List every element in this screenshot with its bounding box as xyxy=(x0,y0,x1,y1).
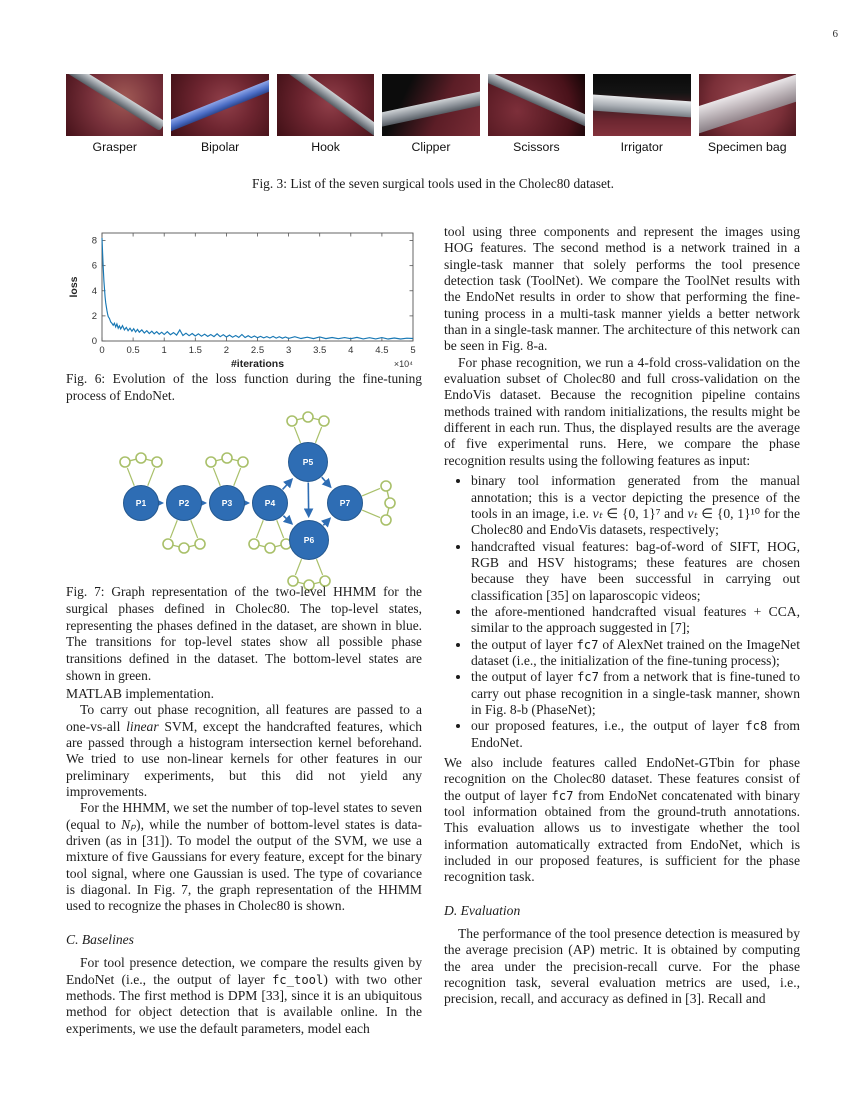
tool-image-grasper xyxy=(66,74,163,136)
tool-label: Specimen bag xyxy=(707,140,787,154)
bullet-item: • the afore-mentioned handcrafted visual features + CCA, similar to the approach suggested in [7]; xyxy=(471,604,800,637)
tool-label: Clipper xyxy=(411,140,451,154)
phase-transition-edge xyxy=(283,479,292,489)
state-label: P1 xyxy=(135,498,147,508)
bullet-item: • handcrafted visual features: bag-of-word of SIFT, HOG, RGB and HSV histograms; these features are chosen because they have been successful in carrying out classification [35] on laparoscopic videos; xyxy=(471,539,800,604)
tool-label: Irrigator xyxy=(620,140,663,154)
svg-text:3: 3 xyxy=(285,345,292,356)
state-label: P7 xyxy=(339,498,351,508)
bottom-level-state xyxy=(381,515,391,525)
state-label: P3 xyxy=(221,498,233,508)
tool-label: Hook xyxy=(311,140,340,154)
section-heading-baselines: C. Baselines xyxy=(66,931,134,947)
svg-text:8: 8 xyxy=(91,235,97,247)
paragraph: For tool presence detection, we compare the results given by EndoNet (i.e., the output of layer fc_tool) with two other methods. The first method is DPM [33], since it is an ubiquitous method for object detection that is available online. In the experiments, we use the default parameters, model each xyxy=(66,955,422,1036)
svg-text:5: 5 xyxy=(410,345,416,356)
tool-image-bipolar xyxy=(171,74,268,136)
bottom-level-state xyxy=(385,498,395,508)
tool-cell xyxy=(171,74,268,154)
svg-text:2: 2 xyxy=(91,310,97,322)
svg-text:0: 0 xyxy=(91,336,97,347)
svg-text:1.5: 1.5 xyxy=(188,345,202,356)
bottom-level-state xyxy=(222,453,232,463)
bottom-level-state xyxy=(120,457,130,467)
fig7-hhmm-diagram xyxy=(66,408,422,603)
y-axis-label: loss xyxy=(68,276,80,298)
paragraph: tool using three components and represent the images using HOG features. The second method is a network trained in a single-task manner that solely performs the tool presence detection task (ToolNet). We compare the ToolNet results with the EndoNet results in order to show that performing the fine-tuning process in a multi-task manner yields a better network than in a single-task manner. The architecture of this network can be seen in Fig. 8-a. xyxy=(444,224,800,354)
bottom-level-state xyxy=(195,539,205,549)
fig3-caption: Fig. 3: List of the seven surgical tools used in the Cholec80 dataset. xyxy=(252,176,614,191)
feature-bullet-list xyxy=(444,473,800,751)
tool-label: Bipolar xyxy=(200,140,240,154)
bottom-level-state xyxy=(303,412,313,422)
svg-text:0: 0 xyxy=(99,345,105,356)
svg-text:4: 4 xyxy=(348,345,354,356)
bottom-level-state xyxy=(152,457,162,467)
svg-text:1: 1 xyxy=(161,345,167,356)
paragraph: For phase recognition, we run a 4-fold cross-validation on the evaluation subset of Cholec80 and full cross-validation on the EndoVis dataset. Because the recognition pipeline contains methods trained with random initializations, the results might be different in each run. Thus, the displayed results are the average of five experimental runs. Here, we compare the phase recognition results using the following features as input: xyxy=(444,354,800,468)
paragraph: To carry out phase recognition, all features are passed to a one-vs-all linear SVM, except the handcrafted features, which are passed through a histogram intersection kernel beforehand. We tried to use non-linear kernels for other features in our preliminary experiments, but this did not yield any improvements. xyxy=(66,702,422,800)
right-column xyxy=(444,224,800,1008)
tool-cell xyxy=(593,74,690,154)
bottom-level-state xyxy=(319,416,329,426)
paragraph: The performance of the tool presence detection is measured by the average precision (AP) metric. It is obtained by computing the area under the precision-recall curve. For the phase recognition task, several evaluation metrics are used, i.e., precision, recall, and accuracy as defined in [3]. Recall and xyxy=(444,926,800,1007)
bottom-level-state xyxy=(206,457,216,467)
svg-text:6: 6 xyxy=(91,260,97,272)
tool-cell xyxy=(382,74,479,154)
hhmm-diagram-svg xyxy=(79,408,409,598)
tool-cell xyxy=(66,74,163,154)
phase-transition-edge xyxy=(322,477,331,487)
fig3-tool-strip xyxy=(66,74,796,154)
svg-text:2.5: 2.5 xyxy=(250,345,265,356)
phase-transition-edge xyxy=(323,518,330,525)
fig7-caption: Fig. 7: Graph representation of the two-level HHMM for the surgical phases defined in Cholec80. The top-level states, representing the phases defined in the dataset, are shown in blue. The transitions for top-level states show all possible phase transitions defined in the dataset. The bottom-level states are shown in green. xyxy=(66,584,422,683)
tool-label: Grasper xyxy=(92,140,137,154)
tool-image-hook xyxy=(277,74,374,136)
bullet-item: • the output of layer fc7 from a network that is fine-tuned to carry out phase recognition in a single-task manner, shown in Fig. 8-b (PhaseNet); xyxy=(471,669,800,718)
bottom-level-state xyxy=(136,453,146,463)
paragraph: For the HHMM, we set the number of top-level states to seven (equal to Nₚ), while the number of bottom-level states is data-driven (as in [31]). To model the output of the SVM, we use a mixture of five Gaussians for every feature, except for the binary tool signal, where one Gaussian is used. The type of covariance is diagonal. In Fig. 7, the graph representation of the HHMM used to recognize the phases in Cholec80 is shown. xyxy=(66,800,422,914)
left-column xyxy=(66,686,422,1037)
svg-text:4.5: 4.5 xyxy=(375,345,389,356)
paragraph: We also include features called EndoNet-GTbin for phase recognition on the Cholec80 dataset. These features consist of the output of layer fc7 from EndoNet concatenated with binary tool information obtained from the ground-truth annotations. This evaluation allows us to investigate whether the tool information automatically extracted from EndoNet, which is included in our proposed features, is sufficient for the phase recognition task. xyxy=(444,755,800,885)
tool-image-scissors xyxy=(488,74,585,136)
bullet-item: • our proposed features, i.e., the output of layer fc8 from EndoNet. xyxy=(471,718,800,751)
bottom-level-state xyxy=(238,457,248,467)
bottom-level-state xyxy=(287,416,297,426)
tool-image-clipper xyxy=(382,74,479,136)
x-scale-note: ×10⁴ xyxy=(393,359,413,369)
state-label: P5 xyxy=(302,457,314,467)
svg-text:3.5: 3.5 xyxy=(313,345,327,356)
loss-chart-svg xyxy=(66,226,422,371)
bottom-level-state xyxy=(265,543,275,553)
tool-cell xyxy=(277,74,374,154)
tool-image-irrigator xyxy=(593,74,690,136)
paragraph: MATLAB implementation. xyxy=(66,686,215,701)
tool-label: Scissors xyxy=(513,140,560,154)
bottom-level-state xyxy=(163,539,173,549)
state-label: P2 xyxy=(178,498,190,508)
bottom-level-state xyxy=(381,481,391,491)
svg-text:4: 4 xyxy=(91,285,97,297)
svg-text:0.5: 0.5 xyxy=(126,345,140,356)
fig6-loss-chart xyxy=(66,226,422,376)
tool-cell xyxy=(488,74,585,154)
loss-curve xyxy=(102,238,413,339)
bottom-level-state xyxy=(249,539,259,549)
state-label: P6 xyxy=(303,535,315,545)
bullet-item: • the output of layer fc7 of AlexNet trained on the ImageNet dataset (i.e., the initialization of the fine-tuning process); xyxy=(471,637,800,670)
bottom-level-state xyxy=(179,543,189,553)
fig6-caption: Fig. 6: Evolution of the loss function during the fine-tuning process of EndoNet. xyxy=(66,371,422,403)
page-number: 6 xyxy=(832,28,838,40)
section-heading-evaluation: D. Evaluation xyxy=(444,902,521,918)
state-label: P4 xyxy=(264,498,276,508)
svg-text:2: 2 xyxy=(223,345,230,356)
tool-image-specimen-bag xyxy=(699,74,796,136)
bullet-item: • binary tool information generated from the manual annotation; this is a vector depicting the presence of the tools in an image, i.e. vₜ ∈ {0, 1}⁷ and vₜ ∈ {0, 1}¹⁰ for the Cholec80 and EndoVis datasets, respectively; xyxy=(471,473,800,538)
plot-box xyxy=(102,233,413,341)
phase-transition-edge xyxy=(283,516,292,524)
tool-cell xyxy=(699,74,796,154)
x-axis-label: #iterations xyxy=(230,358,285,370)
